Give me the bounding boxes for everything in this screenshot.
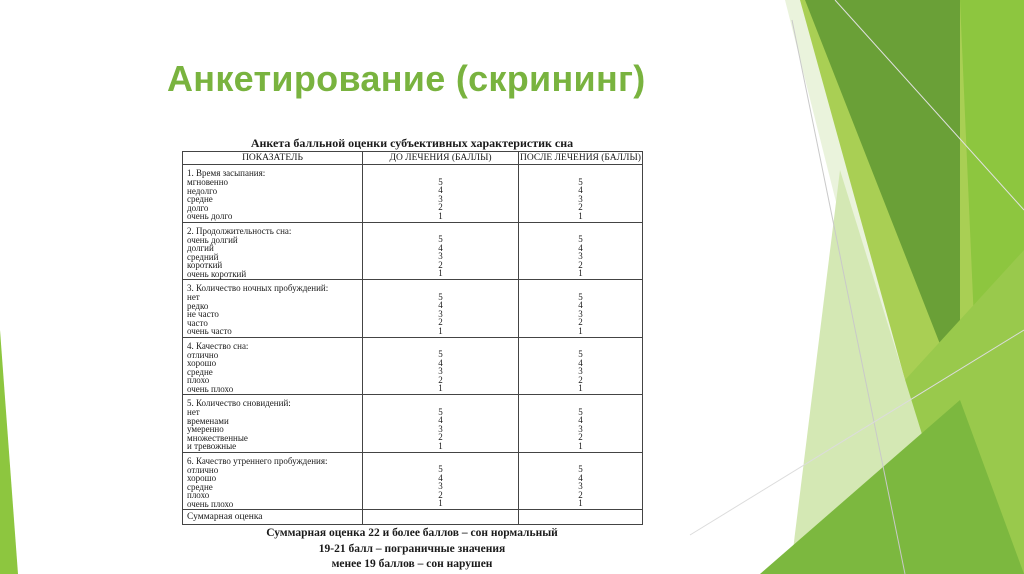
option-label: часто [187,317,208,328]
score-value: 1 [578,383,583,393]
option-label: мгновенно [187,177,229,187]
score-value: 5 [578,176,583,187]
score-value: 2 [438,374,443,385]
score-value: 5 [438,406,443,417]
section-title: 2. Продолжительность сна: [187,225,292,236]
score-value: 1 [578,325,583,336]
summary-row [183,510,643,525]
option-label: множественные [187,432,248,443]
option-label: редко [187,300,209,311]
score-value: 4 [438,300,443,310]
option-label: плохо [187,375,210,385]
option-label: средне [187,366,213,377]
score-value: 2 [438,202,443,212]
score-value: 1 [438,498,443,508]
table-row [183,337,643,395]
score-value: 4 [438,185,443,195]
option-label: отлично [187,464,219,475]
option-label: нет [187,292,200,302]
summary-label: Суммарная оценка [183,510,363,525]
score-value: 1 [438,210,443,221]
header-indicator: ПОКАЗАТЕЛЬ [183,152,363,165]
score-value: 2 [438,489,443,500]
option-label: средне [187,194,213,204]
score-value: 4 [578,185,583,195]
option-label: недолго [187,185,218,196]
table-row [183,395,643,453]
score-value: 3 [438,481,443,491]
score-value: 3 [578,308,583,319]
indicator-cell [183,395,363,453]
option-label: очень плохо [187,498,234,509]
score-value: 5 [438,349,443,359]
before-scores-cell [363,280,519,338]
score-value: 2 [438,259,443,270]
score-value: 3 [578,193,583,204]
score-value: 3 [438,251,443,261]
score-value: 2 [578,374,583,385]
indicator-cell [183,165,363,223]
option-label: очень долго [187,211,233,221]
before-scores-cell [363,222,519,280]
before-scores-cell [363,165,519,223]
score-value: 3 [438,308,443,319]
score-value: 5 [438,464,443,474]
score-value: 2 [578,259,583,270]
score-value: 4 [578,472,583,483]
option-label: очень долгий [187,234,238,245]
interpretation-line: Суммарная оценка 22 и более баллов – сон нормальный [266,527,558,539]
option-label: плохо [187,490,210,500]
after-scores-cell [519,452,643,510]
interpretation-block [182,526,642,573]
left-green-sliver [0,330,18,574]
questionnaire-table [182,151,643,525]
indicator-cell [183,280,363,338]
option-label: нет [187,407,200,417]
score-value: 2 [438,432,443,442]
score-value: 5 [578,406,583,417]
score-value: 4 [578,300,583,310]
score-value: 3 [438,193,443,204]
table-row [183,280,643,338]
score-value: 5 [438,234,443,244]
option-label: короткий [187,260,223,270]
section-title: 4. Качество сна: [187,340,249,351]
score-value: 3 [438,423,443,434]
before-scores-cell [363,337,519,395]
header-before: ДО ЛЕЧЕНИЯ (БАЛЛЫ) [363,152,519,165]
score-value: 2 [578,489,583,500]
option-label: очень короткий [187,268,247,279]
interpretation-line: 19-21 балл – пограничные значения [318,542,506,555]
score-value: 4 [578,242,583,253]
score-value: 5 [578,464,583,474]
score-value: 3 [578,423,583,434]
questionnaire-title: Анкета балльной оценки субъективных характеристик сна [250,136,574,150]
summary-before [363,510,519,525]
option-label: временами [187,415,229,426]
questionnaire-figure [182,137,642,573]
after-scores-cell [519,395,643,453]
table-row [183,222,643,280]
section-title: 1. Время засыпания: [187,168,266,178]
option-label: средний [187,251,219,262]
after-scores-cell [519,165,643,223]
header-row [183,152,643,165]
option-label: очень плохо [187,383,234,394]
header-after: ПОСЛЕ ЛЕЧЕНИЯ (БАЛЛЫ) [520,153,641,163]
score-value: 3 [438,366,443,376]
section-title: 3. Количество ночных пробуждений: [187,283,329,293]
option-label: умеренно [187,424,224,434]
score-value: 4 [438,415,443,425]
indicator-cell [183,452,363,510]
option-label: хорошо [187,358,217,368]
score-value: 4 [438,357,443,368]
score-value: 1 [438,268,443,278]
slide-title: Анкетирование (скрининг) [167,58,646,99]
score-value: 3 [578,251,583,261]
score-value: 5 [578,291,583,302]
score-value: 1 [578,498,583,508]
interpretation-line: менее 19 баллов – сон нарушен [331,558,493,570]
score-value: 2 [578,432,583,442]
indicator-cell [183,222,363,280]
score-value: 1 [438,383,443,393]
score-value: 5 [578,349,583,359]
option-label: хорошо [187,473,217,483]
section-title: 6. Качество утреннего пробуждения: [187,455,328,466]
score-value: 3 [578,366,583,376]
score-value: 1 [578,440,583,451]
score-value: 1 [438,440,443,451]
summary-after [519,510,643,525]
score-value: 4 [438,242,443,253]
score-value: 4 [578,357,583,368]
before-scores-cell [363,395,519,453]
option-label: не часто [187,309,219,319]
after-scores-cell [519,337,643,395]
score-value: 5 [578,234,583,244]
score-value: 2 [438,317,443,327]
score-value: 5 [438,291,443,302]
option-label: долго [187,202,209,213]
score-value: 4 [578,415,583,425]
score-value: 1 [578,268,583,278]
score-value: 2 [578,317,583,327]
score-value: 1 [578,210,583,221]
after-scores-cell [519,222,643,280]
option-label: отлично [187,349,219,360]
option-label: средне [187,481,213,492]
option-label: долгий [187,243,214,253]
score-value: 4 [438,472,443,483]
score-value: 3 [578,481,583,491]
table-row [183,165,643,223]
score-value: 5 [438,176,443,187]
before-scores-cell [363,452,519,510]
indicator-cell [183,337,363,395]
section-title: 5. Количество сновидений: [187,398,291,408]
table-row [183,452,643,510]
score-value: 1 [438,325,443,336]
after-scores-cell [519,280,643,338]
option-label: очень часто [187,326,232,336]
option-label: и тревожные [187,441,237,451]
score-value: 2 [578,202,583,212]
